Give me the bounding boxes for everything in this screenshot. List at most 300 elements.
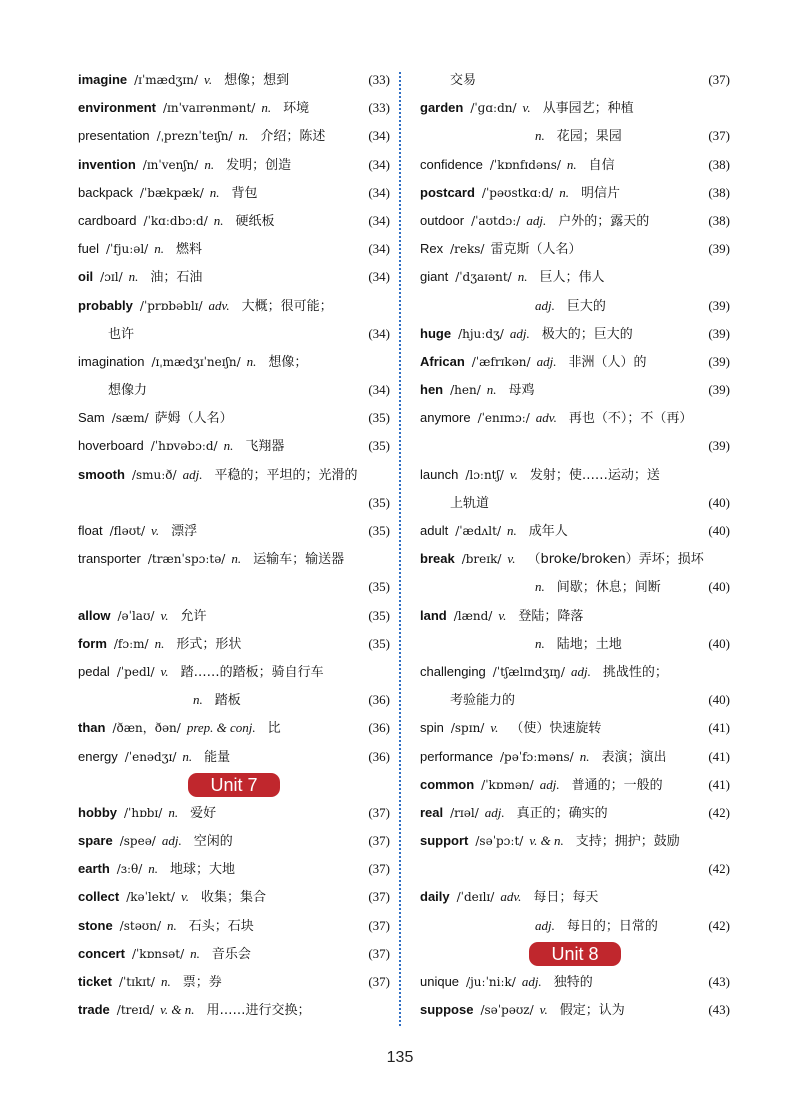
page-reference: (35) (368, 523, 390, 538)
page-reference: (38) (708, 212, 730, 228)
definition: 母鸡 (508, 383, 535, 399)
vocab-entry (420, 94, 730, 122)
part-of-speech: adj. (526, 212, 547, 228)
part-of-speech: n. (261, 100, 272, 116)
phonetic: /ˈenədʒɪ/ (124, 749, 177, 764)
definition: 踏……的踏板；骑自行车 (180, 664, 324, 680)
vocab-entry (78, 292, 390, 320)
definition: 普通的；一般的 (571, 777, 663, 793)
page-reference: (37) (368, 974, 390, 989)
page-reference: (37) (368, 833, 390, 849)
page-reference: (37) (368, 945, 390, 961)
phonetic: /ˈtʃælɪndʒɪŋ/ (492, 664, 565, 679)
headword: concert (78, 945, 125, 961)
definition: 形式；形状 (176, 636, 242, 652)
headword: imagination (78, 353, 145, 369)
page-reference-line (78, 489, 390, 517)
phonetic: /ðæn，ðən/ (112, 721, 181, 736)
definition: 交易 (450, 73, 477, 88)
headword: backpack (78, 184, 133, 200)
phonetic: /ˈkɒmən/ (481, 777, 534, 792)
definition: （使）快速旋转 (510, 721, 602, 737)
vocab-entry (78, 432, 390, 460)
part-of-speech: n. (182, 748, 193, 764)
definition: 花园；果园 (556, 129, 622, 145)
headword: land (420, 607, 447, 623)
phonetic: /spɪn/ (450, 721, 485, 736)
phonetic: /ˈkɒnsət/ (131, 946, 185, 961)
part-of-speech: adj. (509, 325, 530, 341)
part-of-speech: adj. (570, 663, 591, 679)
headword: garden (420, 100, 464, 116)
headword: unique (420, 974, 460, 989)
headword: allow (78, 607, 111, 623)
page-reference: (34) (368, 325, 390, 341)
phonetic: /ˌpreznˈteɪʃn/ (156, 129, 233, 144)
definition: 非洲（人）的 (568, 354, 647, 370)
phonetic: /kəˈlekt/ (126, 890, 175, 905)
page-reference: (36) (368, 748, 390, 764)
phonetic: /əˈlaʊ/ (117, 608, 155, 623)
additional-sense (78, 686, 390, 714)
vocab-entry (78, 179, 390, 207)
part-of-speech: adj. (161, 833, 182, 849)
definition-continuation (420, 66, 730, 94)
part-of-speech: n. (566, 156, 577, 172)
page-reference: (33) (368, 100, 390, 116)
definition-continuation (420, 489, 730, 517)
vocab-entry (420, 207, 730, 235)
page-reference: (34) (368, 269, 390, 285)
headword: challenging (420, 663, 486, 679)
phonetic: /ˈɡɑːdn/ (470, 101, 517, 116)
phonetic: /reks/ (450, 242, 485, 257)
phonetic: /fɔːm/ (113, 636, 149, 651)
headword: hobby (78, 804, 117, 820)
headword: presentation (78, 128, 150, 144)
definition: 能量 (204, 749, 231, 765)
page-reference: (42) (708, 861, 730, 877)
vocab-entry (78, 602, 390, 630)
vocab-entry (420, 602, 730, 630)
page-reference: (43) (708, 974, 730, 989)
phonetic: /ˈpedl/ (116, 664, 155, 679)
part-of-speech: n. (213, 212, 224, 228)
definition: 漂浮 (171, 524, 198, 539)
phonetic: /breɪk/ (461, 552, 502, 567)
headword: ticket (78, 974, 112, 989)
vocab-entry (78, 799, 390, 827)
part-of-speech: v. & n. (160, 1002, 195, 1018)
part-of-speech: n. (246, 353, 257, 369)
vocab-entry (420, 996, 730, 1024)
phonetic: /ɪˌmædʒɪˈneɪʃn/ (151, 354, 241, 369)
additional-sense (420, 292, 730, 320)
page-reference: (37) (708, 72, 730, 87)
definition: 想像力 (108, 383, 148, 399)
page-reference: (42) (708, 804, 730, 820)
phonetic: /ɜːθ/ (116, 862, 143, 877)
definition: 环境 (283, 101, 310, 117)
part-of-speech: v. (180, 889, 190, 905)
page-reference: (37) (368, 804, 390, 820)
page-reference: (34) (368, 241, 390, 257)
page-reference: (36) (368, 692, 390, 708)
part-of-speech: n. (193, 692, 203, 708)
headword: trade (78, 1002, 110, 1018)
part-of-speech: n. (559, 184, 569, 200)
vocab-entry (420, 658, 730, 686)
phonetic: /ˈdʒaɪənt/ (455, 270, 512, 285)
page-reference: (40) (708, 635, 730, 651)
page-reference: (34) (368, 156, 390, 172)
part-of-speech: adj. (535, 917, 555, 933)
phonetic: /lænd/ (453, 608, 493, 623)
headword: performance (420, 748, 493, 764)
definition: 陆地；土地 (556, 636, 622, 652)
part-of-speech: v. (509, 466, 518, 482)
page-reference: (39) (708, 353, 730, 369)
page-reference: (42) (708, 917, 730, 933)
definition: 再也（不）；不（再） (568, 411, 693, 427)
definition: 从事园艺；种植 (542, 101, 634, 117)
definition: 挑战性的； (602, 664, 668, 680)
part-of-speech: n. (148, 861, 159, 877)
part-of-speech: n. (535, 635, 545, 651)
vocab-entry (78, 348, 390, 376)
page-reference: (35) (368, 635, 390, 651)
page-reference: (36) (368, 720, 390, 736)
page-reference: (34) (368, 184, 390, 200)
definition-continuation (420, 686, 730, 714)
page-reference: (35) (368, 438, 390, 454)
page-reference: (37) (708, 128, 730, 144)
headword: common (420, 776, 475, 792)
definition: 允许 (180, 608, 207, 624)
definition: 飞翔器 (245, 439, 285, 455)
headword: break (420, 551, 455, 567)
headword: Rex (420, 241, 444, 257)
definition: 想像； (268, 354, 308, 370)
part-of-speech: n. (238, 128, 249, 144)
part-of-speech: adv. (535, 410, 557, 426)
headword: postcard (420, 184, 475, 200)
part-of-speech: n. (535, 579, 545, 595)
part-of-speech: v. (160, 607, 169, 623)
part-of-speech: v. (160, 663, 169, 679)
part-of-speech: v. & n. (529, 833, 564, 849)
definition: 上轨道 (450, 495, 490, 511)
page-reference: (39) (708, 382, 730, 398)
headword: huge (420, 325, 452, 341)
headword: adult (420, 523, 449, 538)
part-of-speech: n. (167, 917, 177, 933)
phonetic: /səˈpəʊz/ (480, 1003, 534, 1018)
phonetic: /ˈtɪkɪt/ (118, 975, 155, 989)
part-of-speech: adv. (500, 889, 522, 905)
page-reference: (40) (708, 494, 730, 510)
part-of-speech: adj. (182, 466, 203, 482)
headword: cardboard (78, 212, 137, 228)
page-reference: (40) (708, 579, 730, 595)
phonetic: /səˈpɔːt/ (475, 834, 524, 849)
phonetic: /ˈfjuːəl/ (105, 242, 149, 257)
part-of-speech: v. (498, 607, 507, 623)
page-reference: (35) (368, 607, 390, 623)
vocab-entry (420, 517, 730, 545)
definition: 户外的；露天的 (558, 213, 650, 229)
definition-continuation (78, 376, 390, 404)
vocab-entry (78, 404, 390, 432)
vocab-entry (78, 630, 390, 658)
page-reference-line (420, 855, 730, 883)
vocab-entry (78, 461, 390, 489)
page-reference: (35) (368, 494, 390, 510)
page-reference: (35) (368, 410, 390, 426)
vocab-entry (420, 179, 730, 207)
phonetic: /ɪnˈvenʃn/ (142, 157, 199, 172)
part-of-speech: n. (204, 156, 215, 172)
part-of-speech: n. (190, 945, 200, 961)
part-of-speech: n. (579, 748, 590, 764)
headword: form (78, 635, 107, 651)
page-reference: (43) (708, 1002, 730, 1018)
page-reference: (37) (368, 861, 390, 877)
vocab-entry (78, 235, 390, 263)
headword: collect (78, 889, 120, 905)
vocab-entry (420, 714, 730, 742)
page-reference: (34) (368, 128, 390, 144)
phonetic: /sæm/ (111, 411, 149, 426)
headword: stone (78, 917, 113, 933)
vocab-entry (78, 151, 390, 179)
page-reference: (39) (708, 241, 730, 257)
definition: 大概；很可能； (241, 298, 333, 314)
definition: 登陆；降落 (518, 608, 584, 624)
phonetic: /treɪd/ (116, 1003, 155, 1018)
headword: transporter (78, 551, 141, 567)
definition: 萨姆（人名） (154, 411, 233, 427)
vocab-entry (78, 743, 390, 771)
vocab-entry (78, 122, 390, 150)
definition: 考验能力的 (450, 693, 516, 709)
phonetic: /ˈkɒnfɪdəns/ (489, 157, 561, 172)
definition: 发射；使……运动；送 (529, 467, 660, 483)
headword: confidence (420, 156, 483, 172)
phonetic: /hen/ (450, 383, 481, 398)
definition: 独特的 (553, 975, 593, 990)
vocab-entry (420, 827, 730, 855)
vocab-entry (78, 855, 390, 883)
vocab-entry (420, 376, 730, 404)
headword: spare (78, 833, 113, 849)
headword: giant (420, 269, 449, 285)
vocab-entry (420, 461, 730, 489)
part-of-speech: v. (522, 100, 531, 116)
definition: 票；券 (182, 975, 222, 990)
unit-heading (78, 771, 390, 799)
definition: 真正的；确实的 (516, 805, 608, 821)
headword: real (420, 804, 444, 820)
page-reference-line (420, 432, 730, 460)
part-of-speech: adj. (535, 297, 555, 313)
vocab-entry (420, 235, 730, 263)
definition: 每日的；日常的 (566, 918, 658, 934)
unit-badge: Unit 8 (529, 942, 620, 966)
definition: 极大的；巨大的 (541, 326, 633, 342)
vocab-entry (420, 545, 730, 573)
page-reference: (41) (708, 748, 730, 764)
definition: 每日；每天 (533, 890, 599, 906)
additional-sense (420, 122, 730, 150)
part-of-speech: n. (223, 438, 234, 454)
headword: Sam (78, 410, 105, 426)
headword: energy (78, 748, 118, 764)
additional-sense (420, 912, 730, 940)
part-of-speech: n. (168, 804, 179, 820)
definition: 空闲的 (193, 834, 233, 850)
page-reference: (38) (708, 156, 730, 172)
definition: 石头；石块 (188, 918, 254, 934)
vocab-entry (420, 151, 730, 179)
phonetic: /speə/ (119, 834, 156, 849)
phonetic: /rɪəl/ (450, 805, 479, 820)
page-reference: (40) (708, 523, 730, 538)
part-of-speech: adj. (539, 776, 560, 792)
definition: 明信片 (580, 185, 620, 201)
part-of-speech: v. (539, 1002, 548, 1018)
phonetic: /hjuːdʒ/ (458, 326, 504, 341)
vocab-entry (420, 968, 730, 996)
definition: 背包 (231, 185, 258, 201)
definition: 踏板 (214, 693, 241, 709)
page-number: 135 (386, 1049, 414, 1066)
part-of-speech: adj. (521, 974, 542, 989)
part-of-speech: v. (204, 72, 213, 87)
definition: 巨人；伟人 (539, 270, 605, 286)
page-reference: (39) (708, 438, 730, 454)
phonetic: /ˈkɑːdbɔːd/ (143, 213, 208, 228)
phonetic: /ɪnˈvaɪrənmənt/ (163, 101, 256, 116)
definition: 音乐会 (211, 946, 251, 962)
headword: launch (420, 466, 459, 482)
definition: 地球；大地 (170, 862, 236, 878)
phonetic: /lɔːntʃ/ (465, 467, 504, 482)
vocab-entry (78, 827, 390, 855)
page-reference: (33) (368, 72, 390, 87)
vocab-entry (78, 263, 390, 291)
additional-sense (420, 630, 730, 658)
part-of-speech: adj. (484, 804, 505, 820)
vocab-entry (420, 320, 730, 348)
definition: 想像；想到 (224, 73, 290, 88)
phonetic: /pəˈfɔːməns/ (499, 749, 574, 764)
definition: 运输车；输送器 (253, 552, 345, 568)
additional-sense (420, 573, 730, 601)
phonetic: /ɔɪl/ (100, 270, 123, 285)
definition: 自信 (588, 157, 615, 173)
vocab-entry (420, 404, 730, 432)
vocab-entry (78, 658, 390, 686)
part-of-speech: n. (231, 551, 242, 567)
definition: 表演；演出 (601, 749, 667, 765)
right-vocabulary-column (420, 66, 730, 1024)
phonetic: /trænˈspɔːtə/ (147, 552, 226, 567)
headword: smooth (78, 466, 125, 482)
unit-badge: Unit 7 (188, 773, 279, 797)
headword: spin (420, 720, 444, 736)
phonetic: /ˈhɒbɪ/ (124, 805, 163, 820)
page-reference: (41) (708, 776, 730, 792)
part-of-speech: n. (154, 241, 164, 257)
page-reference: (37) (368, 917, 390, 933)
definition: 也许 (108, 326, 135, 342)
vocab-entry (78, 912, 390, 940)
vocab-entry (420, 263, 730, 291)
definition: 巨大的 (566, 298, 606, 314)
definition: 支持；拥护；鼓励 (575, 834, 680, 850)
unit-heading (420, 940, 730, 968)
vocab-entry (78, 66, 390, 94)
headword: suppose (420, 1002, 474, 1018)
vocab-entry (78, 94, 390, 122)
phonetic: /smuːð/ (131, 467, 177, 482)
headword: outdoor (420, 212, 465, 228)
definition: 间歇；休息；间断 (556, 580, 661, 596)
left-vocabulary-column (78, 66, 390, 1024)
part-of-speech: n. (209, 184, 220, 200)
headword: hoverboard (78, 438, 144, 454)
page-reference: (35) (368, 579, 390, 595)
phonetic: /ˈpəʊstkɑːd/ (481, 185, 554, 200)
part-of-speech: v. (507, 551, 516, 567)
phonetic: /juːˈniːk/ (466, 975, 516, 989)
definition: 油；石油 (150, 270, 203, 286)
headword: fuel (78, 241, 99, 257)
headword: oil (78, 269, 94, 285)
page-reference: (41) (708, 720, 730, 736)
headword: float (78, 523, 103, 538)
definition: 平稳的；平坦的；光滑的 (214, 467, 358, 483)
headword: earth (78, 861, 110, 877)
phonetic: /stəʊn/ (119, 918, 162, 933)
phonetic: /ˈdeɪlɪ/ (456, 890, 495, 905)
headword: hen (420, 382, 444, 398)
headword: support (420, 833, 469, 849)
headword: pedal (78, 663, 110, 679)
headword: African (420, 353, 465, 369)
part-of-speech: n. (517, 269, 528, 285)
part-of-speech: n. (535, 128, 545, 144)
vocab-entry (78, 940, 390, 968)
definition: 雷克斯（人名） (490, 242, 582, 258)
vocab-entry (78, 883, 390, 911)
part-of-speech: n. (486, 382, 497, 398)
vocab-entry (78, 545, 390, 573)
part-of-speech: n. (128, 269, 139, 285)
page-reference: (34) (368, 212, 390, 228)
part-of-speech: v. (151, 523, 160, 538)
part-of-speech: prep. & conj. (186, 720, 256, 736)
headword: than (78, 720, 106, 736)
definition: 硬纸板 (235, 213, 275, 229)
vocab-entry (420, 883, 730, 911)
vocab-entry (78, 968, 390, 996)
page-reference: (37) (368, 889, 390, 905)
vocab-entry (78, 714, 390, 742)
part-of-speech: n. (160, 974, 171, 989)
part-of-speech: adj. (536, 353, 557, 369)
